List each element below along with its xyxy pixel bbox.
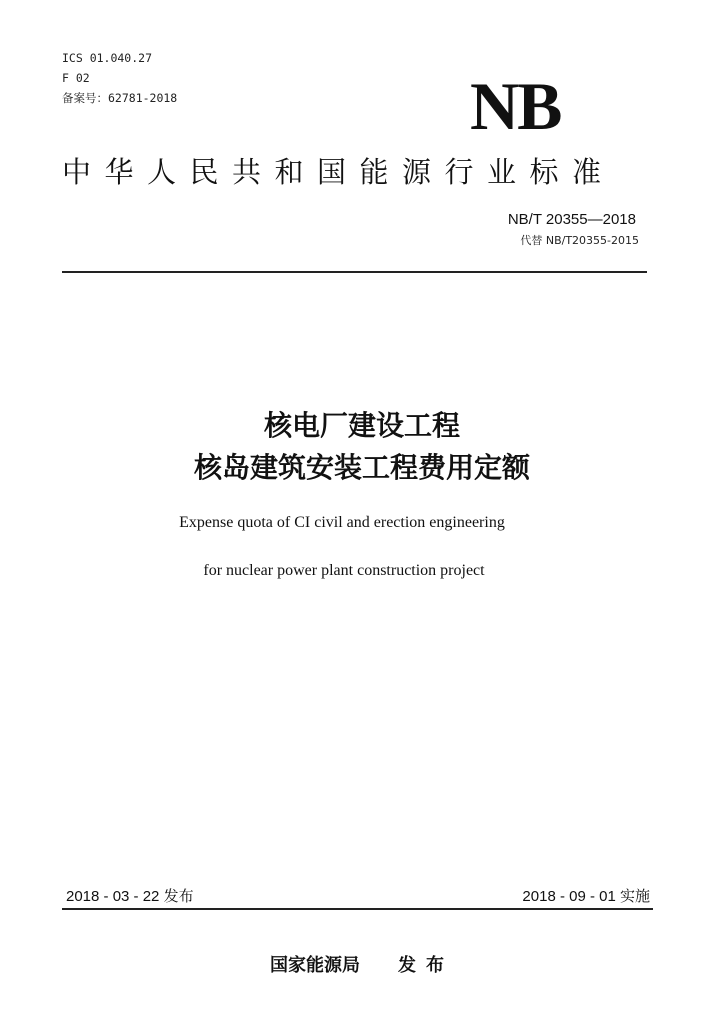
english-title-line-1: Expense quota of CI civil and erection engineering: [179, 514, 505, 531]
filing-number: 备案号：62781-2018: [62, 91, 178, 105]
classification-code: F 02: [62, 71, 90, 85]
classification-block: [62, 48, 177, 108]
ics-code: ICS 01.040.27: [62, 51, 153, 65]
organization-title: 中华人民共和国能源行业标准: [62, 155, 615, 189]
chinese-title-line-2: 核岛建筑安装工程费用定额: [193, 451, 530, 484]
replaced-standard: 代替 NB/T20355-2015: [520, 234, 639, 247]
effective-date: 2018 - 09 - 01 实施: [522, 888, 650, 905]
bottom-divider: [62, 908, 653, 910]
top-divider: [62, 271, 647, 273]
publisher-action: 发布: [398, 955, 454, 976]
issue-date: 2018 - 03 - 22 发布: [66, 888, 194, 905]
publisher-name: 国家能源局: [270, 955, 360, 976]
standard-code: NB/T 20355—2018: [507, 211, 636, 228]
nb-logo: NB: [470, 68, 561, 144]
publisher-line: [0, 953, 724, 979]
english-title-line-2: for nuclear power plant construction project: [203, 562, 485, 579]
chinese-title-line-1: 核电厂建设工程: [263, 409, 460, 442]
